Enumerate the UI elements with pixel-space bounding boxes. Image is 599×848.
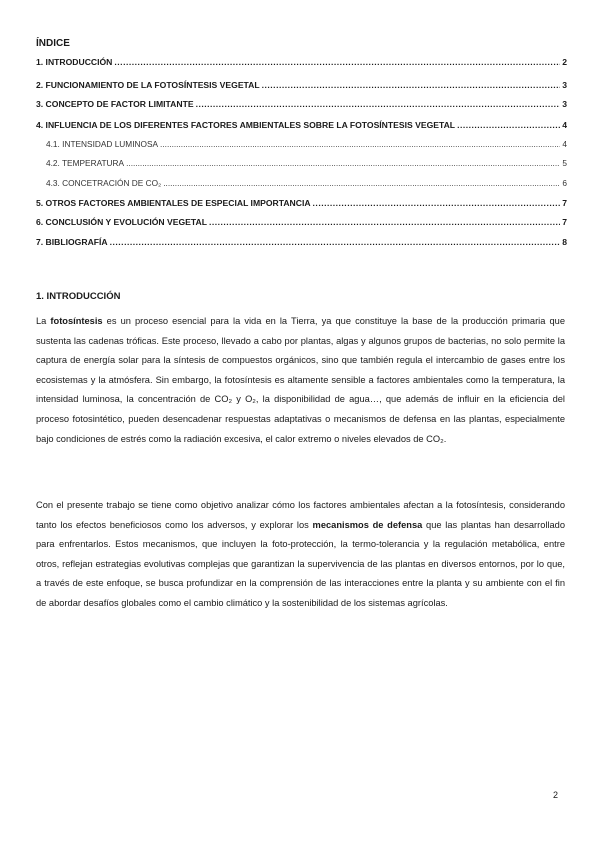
toc-leader [110, 237, 561, 247]
toc-entry-intensidad-luminosa[interactable] [46, 139, 567, 149]
toc-entry-bibliografia[interactable] [36, 237, 567, 247]
toc-entry-label: 6. CONCLUSIÓN Y EVOLUCIÓN VEGETAL [36, 217, 207, 227]
paragraph-text: que las plantas han desarrollado para enfrentarlos. Estos mecanismos, que incluyen la foto-protección, la termo-tolerancia y la regulación metabólica, entre otros, reflejan estrategias evolutivas complejas que garantizan la supervivencia de las plantas en diversos entornos, por lo que, a través de este enfoque, se busca profundizar en la comprensión de las interacciones entre la planta y su ambiente con el fin de abordar desafíos globales como el cambio climático y la sostenibilidad de los sistemas agrícolas. [36, 519, 566, 608]
toc-entry-concentracion-co2[interactable] [46, 178, 567, 188]
toc-leader [457, 120, 560, 130]
toc-leader [163, 178, 560, 188]
toc-entry-label: 5. OTROS FACTORES AMBIENTALES DE ESPECIAL IMPORTANCIA [36, 198, 311, 208]
section-title: 1. INTRODUCCIÓN [36, 291, 121, 302]
toc-leader [196, 99, 561, 109]
toc-entry-page: 4 [562, 139, 567, 149]
paragraph [36, 496, 565, 614]
toc-entry-factor-limitante[interactable] [36, 99, 567, 109]
toc-entry-label: 2. FUNCIONAMIENTO DE LA FOTOSÍNTESIS VEGETAL [36, 80, 260, 90]
toc-entry-label: 4. INFLUENCIA DE LOS DIFERENTES FACTORES AMBIENTALES SOBRE LA FOTOSÍNTESIS VEGETAL [36, 120, 456, 130]
toc-entry-page: 7 [562, 198, 567, 208]
toc-leader [126, 158, 560, 168]
toc-entry-page: 3 [562, 80, 567, 90]
toc-entry-label: 7. BIBLIOGRAFÍA [36, 237, 108, 247]
toc-leader [209, 217, 560, 227]
toc-entry-label: 4.2. TEMPERATURA [46, 158, 125, 168]
paragraph-text: Con el presente trabajo se tiene como objetivo analizar cómo los factores ambientales afectan a la fotosíntesis, considerando tanto los efectos beneficiosos como los adversos, y explorar los [36, 500, 565, 530]
toc-leader [160, 139, 560, 149]
toc-entry-page: 8 [562, 237, 567, 247]
toc-entry-temperatura[interactable] [46, 158, 567, 168]
toc-leader [313, 198, 561, 208]
toc-entry-label: 4.1. INTENSIDAD LUMINOSA [46, 139, 159, 149]
paragraph-text: es un proceso esencial para la vida en la Tierra, ya que constituye la base de la producción primaria que sustenta las cadenas tróficas. Este proceso, llevado a cabo por plantas, algas y algunos grupos de bacterias, no solo permite la captura de energía solar para la síntesis de compuestos orgánicos, sino que también regula el intercambio de gases entre los ecosistemas y la atmósfera. Sin embargo, la fotosíntesis es altamente sensible a factores ambientales como la temperatura, la intensidad luminosa, la concentración de CO₂ y O₂, la disponibilidad de agua…, que además de influir en la eficiencia del proceso fotosintético, pueden desencadenar respuestas adaptativas o mecanismos de defensa en las plantas, especialmente bajo condiciones de estrés como la radiación excesiva, el calor extremo o niveles elevados de CO₂. [36, 316, 565, 444]
toc-entry-introduccion[interactable] [36, 57, 567, 67]
toc-entry-page: 4 [562, 120, 567, 130]
toc-entry-label: 1. INTRODUCCIÓN [36, 57, 113, 67]
bold-term: mecanismos de defensa [312, 519, 423, 530]
toc-entry-label: 3. CONCEPTO DE FACTOR LIMITANTE [36, 99, 194, 109]
paragraph [36, 312, 565, 449]
toc-entry-page: 7 [562, 217, 567, 227]
toc-entry-conclusion[interactable] [36, 217, 567, 227]
bold-term: fotosíntesis [50, 316, 103, 326]
toc-entry-label: 4.3. CONCETRACIÓN DE CO₂ [46, 178, 162, 188]
toc-entry-otros-factores[interactable] [36, 198, 567, 208]
toc-leader [114, 57, 560, 67]
page-number: 2 [553, 790, 559, 800]
toc-leader [262, 80, 561, 90]
toc-entry-funcionamiento[interactable] [36, 80, 567, 90]
toc-entry-influencia[interactable] [36, 120, 567, 130]
toc-heading: ÍNDICE [36, 38, 70, 49]
paragraph-text: La [36, 316, 51, 326]
toc-entry-page: 6 [562, 178, 567, 188]
toc-entry-page: 3 [562, 99, 567, 109]
toc-entry-page: 2 [562, 57, 567, 67]
toc-entry-page: 5 [562, 158, 567, 168]
